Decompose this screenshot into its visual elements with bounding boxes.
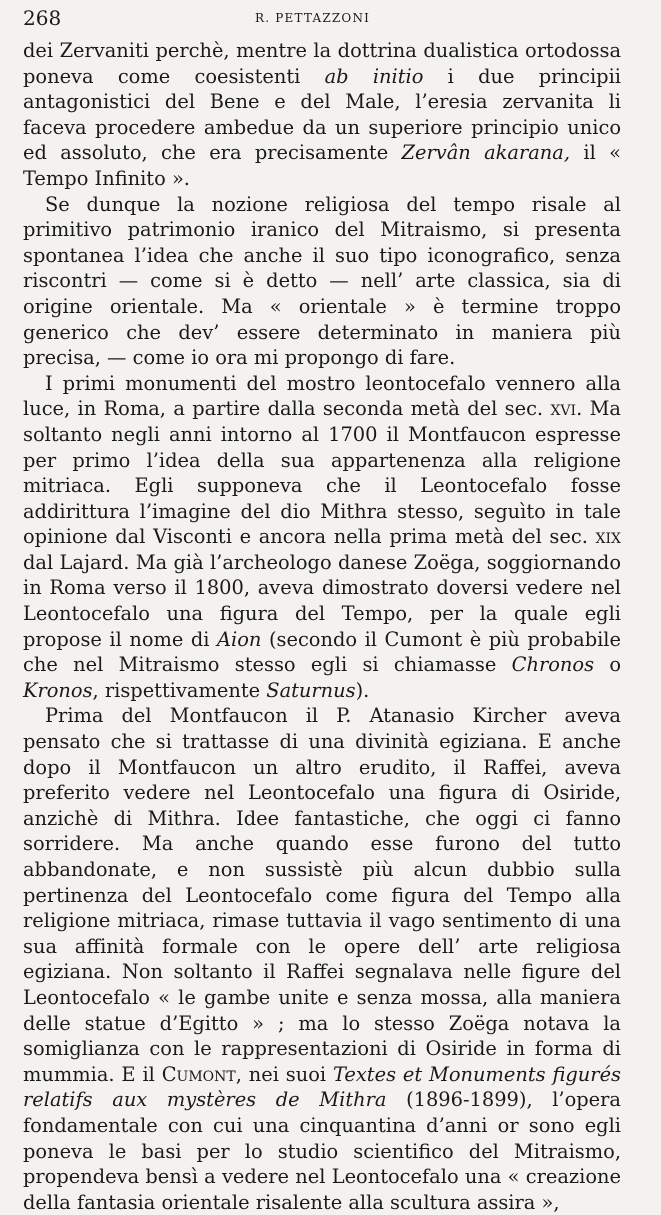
italic-text: Saturnus	[266, 678, 356, 702]
text-run: I primi monumenti del mostro leontocefalo vennero alla luce, in Roma, a partire dalla seconda metà del sec.	[23, 371, 621, 421]
italic-text: Aion	[217, 627, 262, 651]
text-run: . Ma soltanto negli anni intorno al 1700 il Montfaucon espresse per primo l’idea della sua appartenenza alla religione mitriaca. Egli supponeva che il Leontocefalo fosse addirittura l’imagine del dio Mithra stesso, seguìto in tale opinione dal Visconti e ancora nella prima metà del sec.	[23, 397, 621, 549]
text-run: dei Zervaniti perchè, mentre la dottrina dualistica ortodossa poneva come coesistenti	[23, 39, 621, 88]
page-number: 268	[23, 6, 62, 30]
running-head: R. PETTAZZONI	[255, 11, 371, 25]
italic-text: ab initio	[324, 64, 424, 88]
italic-text: Chronos	[511, 653, 595, 677]
text-run: Se dunque la nozione religiosa del tempo risale al primitivo patrimonio iranico del Mitraismo, si presenta spontanea l’idea che anche il suo tipo iconografico, senza riscontri — come si è detto — nell’ arte classica, sia di origine orientale. Ma « orientale » è termine troppo generico che dev’ essere determinato in maniera più precisa, — come io ora mi propongo di fare.	[23, 192, 621, 370]
page-header	[23, 6, 621, 38]
text-run: , rispettivamente	[92, 678, 267, 702]
text-run: dal Lajard. Ma già l’archeologo danese Zoëga, soggiornando in Roma verso il 1800, aveva dimostrato doversi vedere nel Leontocefalo una figura del Tempo, per la quale egli propose il nome di	[23, 550, 621, 651]
small-caps-text: xvi	[550, 397, 577, 421]
paragraph	[23, 371, 621, 704]
body-text	[23, 38, 621, 1215]
italic-text: Textes et Monuments figurés relatifs aux mystères de Mithra	[23, 1062, 621, 1112]
paragraph	[23, 192, 621, 371]
text-run: ).	[355, 678, 370, 702]
small-caps-text: Cumont	[161, 1062, 236, 1086]
italic-text: Kronos	[23, 678, 93, 702]
text-run: o	[594, 653, 622, 677]
small-caps-text: xix	[595, 525, 621, 549]
italic-text: Zervân akarana,	[401, 141, 571, 165]
text-run: , nei suoi	[235, 1062, 333, 1086]
text-run: (secondo il Cumont è più probabile che nel Mitraismo stesso egli si chiamasse	[23, 627, 621, 677]
paragraph	[23, 38, 621, 192]
text-run: i due principii antagonistici del Bene e del Male, l’eresia zervanita li faceva procedere ambedue da un superiore principio unico ed assoluto, che era precisamente	[23, 64, 621, 165]
text-run: Prima del Montfaucon il P. Atanasio Kircher aveva pensato che si trattasse di una divinità egiziana. E anche dopo il Montfaucon un altro erudito, il Raffei, aveva preferito vedere nel Leontocefalo una figura di Osiride, anzichè di Mithra. Idee fantastiche, che oggi ci fanno sorridere. Ma anche quando esse furono del tutto abbandonate, e non sussistè più alcun dubbio sulla pertinenza del Leontocefalo come figura del Tempo alla religione mitriaca, rimase tuttavia il vago sentimento di una sua affinità formale con le opere dell’ arte religiosa egiziana. Non soltanto il Raffei segnalava nelle figure del Leontocefalo « le gambe unite e senza mossa, alla maniera delle statue d’Egitto » ; ma lo stesso Zoëga notava la somiglianza con le rappresentazioni di Osiride in forma di mummia. E il	[23, 704, 621, 1086]
paragraph	[23, 703, 621, 1215]
text-run: il « Tempo Infinito ».	[23, 141, 621, 190]
text-run: (1896-1899), l’opera fondamentale con cui una cinquantina d’anni or sono egli poneva le basi per lo studio scientifico del Mitraismo, propendeva bensì a vedere nel Leontocefalo una « creazione della fantasia orientale risalente alla scultura assira »,	[23, 1088, 621, 1214]
